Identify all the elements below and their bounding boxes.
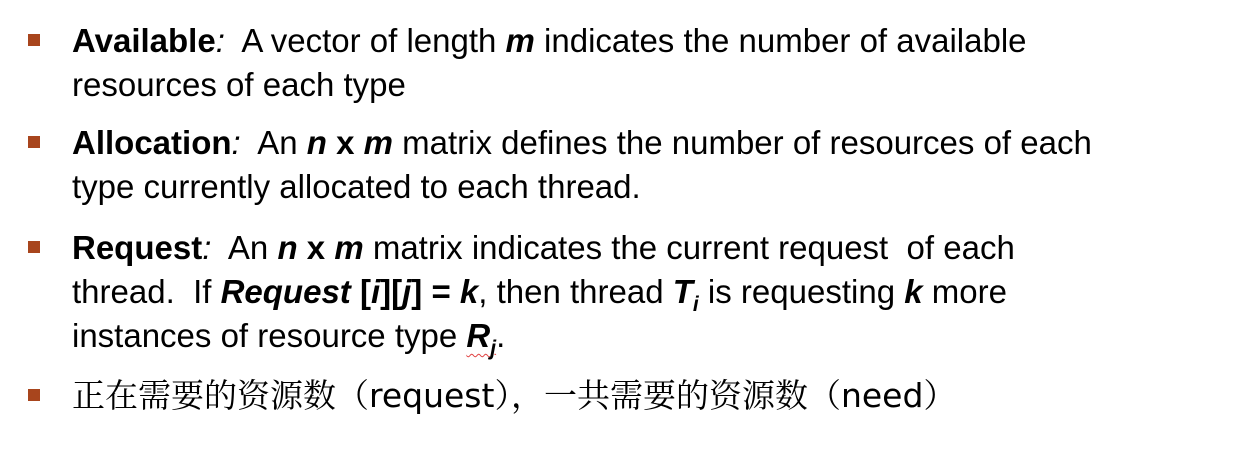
var-m: m bbox=[505, 22, 535, 59]
bullet-chinese-line: 正在需要的资源数（request），一共需要的资源数（need） bbox=[72, 376, 957, 415]
bullet-square-icon bbox=[28, 34, 40, 46]
equals: = bbox=[422, 273, 460, 310]
bullet-request bbox=[72, 226, 1237, 358]
bullet-square-icon bbox=[28, 389, 40, 401]
text: thread. If bbox=[72, 273, 221, 310]
text: An bbox=[211, 229, 278, 266]
bullet-available-line-2: resources of each type bbox=[72, 66, 406, 103]
bullet-chinese-note bbox=[72, 374, 1237, 418]
term-allocation: Allocation bbox=[72, 124, 232, 161]
var-m: m bbox=[363, 124, 393, 161]
text: more bbox=[922, 273, 1007, 310]
bracket: ][ bbox=[380, 273, 403, 310]
text: matrix indicates the current request of each bbox=[363, 229, 1015, 266]
bullet-square-icon bbox=[28, 136, 40, 148]
bracket: [ bbox=[350, 273, 371, 310]
bullet-request-line-1 bbox=[72, 226, 1237, 270]
subscript-i: i bbox=[692, 293, 699, 316]
var-n: n bbox=[306, 124, 327, 161]
colon: : bbox=[215, 22, 225, 59]
var-m: m bbox=[334, 229, 364, 266]
index-j: j bbox=[402, 273, 412, 310]
bullet-request-line-3 bbox=[72, 314, 1237, 358]
text: A vector of length bbox=[224, 22, 506, 59]
var-n: n bbox=[277, 229, 298, 266]
bracket: ] bbox=[411, 273, 423, 310]
bullet-available bbox=[72, 19, 1237, 107]
bullet-request-line-2 bbox=[72, 270, 1237, 314]
var-r: R bbox=[466, 317, 491, 354]
times-x: x bbox=[326, 124, 364, 161]
var-k: k bbox=[904, 273, 923, 310]
expr-request: Request bbox=[220, 273, 351, 310]
term-request: Request bbox=[72, 229, 203, 266]
text: , then thread bbox=[478, 273, 673, 310]
index-i: i bbox=[370, 273, 381, 310]
text: instances of resource type bbox=[72, 317, 467, 354]
bullet-allocation bbox=[72, 121, 1237, 209]
bullet-allocation-line-1 bbox=[72, 121, 1237, 165]
times-x: x bbox=[297, 229, 335, 266]
text: indicates the number of available bbox=[534, 22, 1027, 59]
var-k: k bbox=[459, 273, 479, 310]
colon: : bbox=[231, 124, 241, 161]
text: . bbox=[496, 317, 506, 354]
bullet-allocation-line-2: type currently allocated to each thread. bbox=[72, 168, 641, 205]
var-t: T bbox=[672, 273, 693, 310]
bullet-square-icon bbox=[28, 241, 40, 253]
subscript-j: j bbox=[490, 337, 497, 360]
bullet-available-line-1 bbox=[72, 19, 1237, 63]
text: is requesting bbox=[698, 273, 905, 310]
colon: : bbox=[202, 229, 212, 266]
text: matrix defines the number of resources of each bbox=[392, 124, 1092, 161]
term-available: Available bbox=[72, 22, 216, 59]
text: An bbox=[240, 124, 307, 161]
